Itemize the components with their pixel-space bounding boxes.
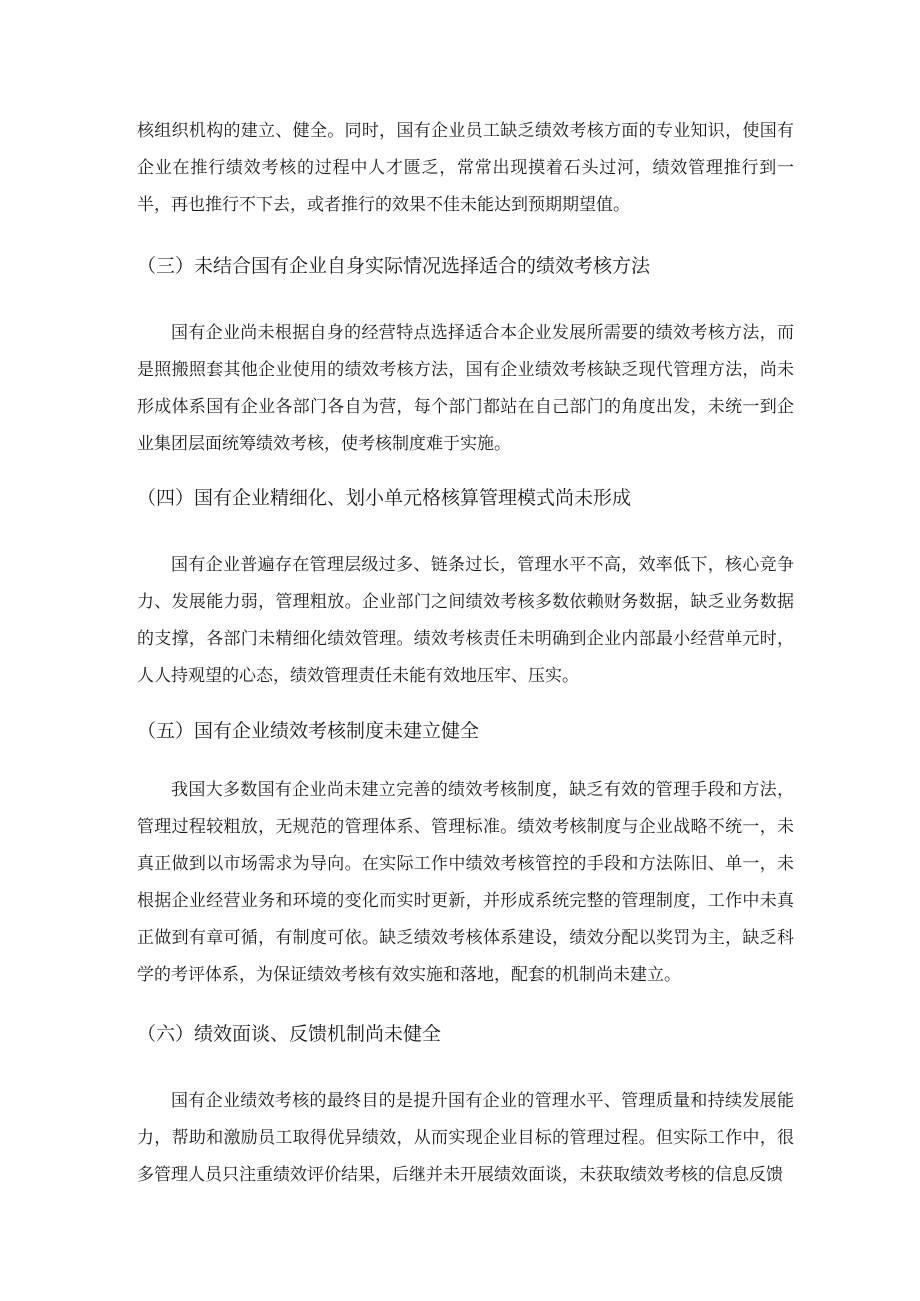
paragraph-section-6: 国有企业绩效考核的最终目的是提升国有企业的管理水平、管理质量和持续发展能力，帮助和激励员工取得优异绩效，从而实现企业目标的管理过程。但实际工作中，很多管理人员只注重绩效评价结果，后继并未开展绩效面谈，未获取绩效考核的信息反馈 xyxy=(137,1091,794,1185)
section-heading-5: （五）国有企业绩效考核制度未建立健全 xyxy=(137,720,480,742)
paragraph-section-3: 国有企业尚未根据自身的经营特点选择适合本企业发展所需要的绩效考核方法，而是照搬照套其他企业使用的绩效考核方法，国有企业绩效考核缺乏现代管理方法，尚未形成体系国有企业各部门各自为营，每个部门都站在自己部门的角度出发，未统一到企业集团层面统筹绩效考核，使考核制度难于实施。 xyxy=(137,323,794,454)
section-heading-3: （三）未结合国有企业自身实际情况选择适合的绩效考核方法 xyxy=(137,255,651,277)
section-heading-6: （六）绩效面谈、反馈机制尚未健全 xyxy=(137,1023,442,1045)
section-heading-4: （四）国有企业精细化、划小单元格核算管理模式尚未形成 xyxy=(137,487,632,509)
paragraph-section-4: 国有企业普遍存在管理层级过多、链条过长，管理水平不高，效率低下，核心竞争力、发展能力弱，管理粗放。企业部门之间绩效考核多数依赖财务数据，缺乏业务数据的支撑，各部门未精细化绩效管理。绩效考核责任未明确到企业内部最小经营单元时，人人持观望的心态，绩效管理责任未能有效地压牢、压实。 xyxy=(137,555,794,686)
paragraph-continuation: 核组织机构的建立、健全。同时，国有企业员工缺乏绩效考核方面的专业知识，使国有企业在推行绩效考核的过程中人才匮乏，常常出现摸着石头过河，绩效管理推行到一半，再也推行不下去，或者推行的效果不佳未能达到预期期望值。 xyxy=(137,121,794,215)
paragraph-section-5: 我国大多数国有企业尚未建立完善的绩效考核制度，缺乏有效的管理手段和方法，管理过程较粗放，无规范的管理体系、管理标准。绩效考核制度与企业战略不统一，未真正做到以市场需求为导向。在实际工作中绩效考核管控的手段和方法陈旧、单一，未根据企业经营业务和环境的变化而实时更新，并形成系统完整的管理制度，工作中未真正做到有章可循，有制度可依。缺乏绩效考核体系建设，绩效分配以奖罚为主，缺乏科学的考评体系，为保证绩效考核有效实施和落地，配套的机制尚未建立。 xyxy=(137,780,794,985)
